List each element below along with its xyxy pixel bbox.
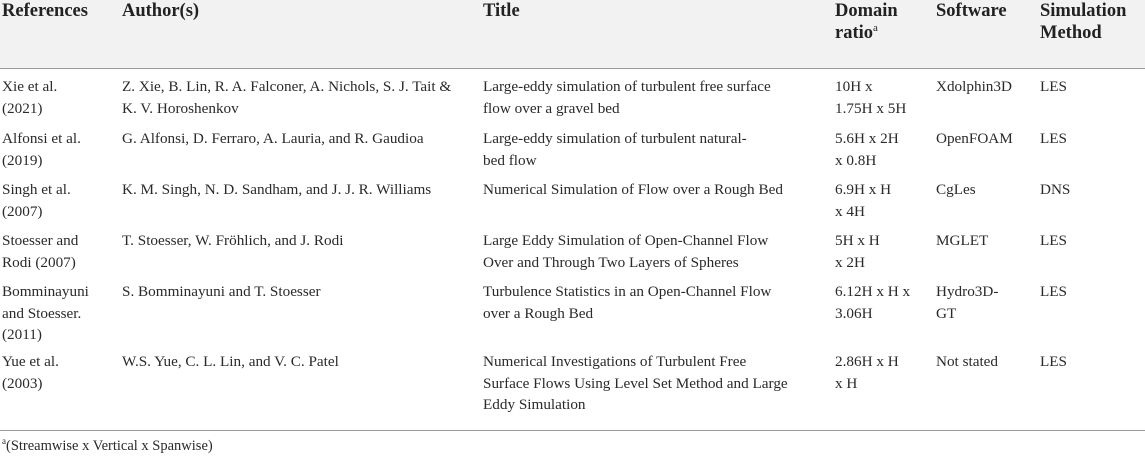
cell-method: LES <box>1040 283 1068 300</box>
cell-reference-line: and Stoesser. <box>2 304 82 322</box>
cell-domain-ratio <box>835 281 910 324</box>
cell-reference-line: Rodi (2007) <box>2 253 76 271</box>
header-method-line1: Simulation <box>1040 1 1127 21</box>
cell-authors-line: S. Bomminayuni and T. Stoesser <box>122 283 321 300</box>
table-footnote <box>2 437 213 455</box>
header-authors: Author(s) <box>122 1 200 21</box>
cell-title-line: Large-eddy simulation of turbulent free surface <box>483 78 771 95</box>
cell-reference-line: Stoesser and <box>2 232 79 249</box>
cell-method: LES <box>1040 232 1068 249</box>
cell-title-line: bed flow <box>483 151 537 169</box>
cell-title-line: Numerical Investigations of Turbulent Free <box>483 353 747 370</box>
cell-domain-ratio-line: 5.6H x 2H <box>835 130 899 147</box>
cell-title-line: Over and Through Two Layers of Spheres <box>483 253 739 271</box>
cell-domain-ratio-line: x 0.8H <box>835 151 877 169</box>
cell-method: LES <box>1040 78 1068 95</box>
cell-domain-ratio-line: 2.86H x H <box>835 353 899 370</box>
footnote-mark: a <box>2 436 6 447</box>
cell-reference-line: Alfonsi et al. <box>2 130 81 147</box>
cell-reference <box>2 351 59 394</box>
cell-reference <box>2 76 57 119</box>
header-title: Title <box>483 1 520 21</box>
cell-method: LES <box>1040 353 1068 370</box>
cell-title <box>483 76 771 119</box>
cell-software-line: Hydro3D- <box>936 283 999 300</box>
cell-reference-line: Bomminayuni <box>2 283 89 300</box>
cell-title <box>483 128 747 171</box>
header-domain-ratio-line1: Domain <box>835 1 898 21</box>
cell-software-line: CgLes <box>936 181 976 198</box>
cell-software-line: OpenFOAM <box>936 130 1013 147</box>
cell-authors <box>122 76 451 119</box>
cell-reference <box>2 128 81 171</box>
cell-method: LES <box>1040 130 1068 147</box>
cell-software <box>936 128 1013 150</box>
table-header <box>0 0 1145 68</box>
cell-method: DNS <box>1040 181 1071 198</box>
cell-authors-line: Z. Xie, B. Lin, R. A. Falconer, A. Nichols, S. J. Tait & <box>122 78 452 95</box>
cell-reference-line: Yue et al. <box>2 353 59 370</box>
cell-domain-ratio-line: 3.06H <box>835 304 873 322</box>
cell-authors-line: K. M. Singh, N. D. Sandham, and J. J. R. Williams <box>122 181 432 198</box>
cell-authors <box>122 230 343 252</box>
cell-software <box>936 230 988 252</box>
cell-reference-line: (2021) <box>2 99 43 117</box>
footnote-text: (Streamwise x Vertical x Spanwise) <box>6 438 213 454</box>
cell-title-line: Eddy Simulation <box>483 396 586 413</box>
cell-software-line: MGLET <box>936 232 989 249</box>
bottom-rule <box>0 430 1145 431</box>
header-method-line2: Method <box>1040 23 1102 43</box>
cell-title-line: over a Rough Bed <box>483 304 594 322</box>
cell-authors <box>122 281 321 303</box>
cell-reference-line: (2003) <box>2 374 43 392</box>
cell-authors <box>122 179 431 201</box>
header-domain-ratio <box>835 0 898 44</box>
cell-domain-ratio <box>835 230 880 273</box>
cell-title-line: Turbulence Statistics in an Open-Channel Flow <box>483 283 772 300</box>
cell-software <box>936 351 998 373</box>
header-software: Software <box>936 1 1007 21</box>
cell-reference <box>2 230 78 273</box>
header-domain-ratio-line2: ratio$^a$ <box>835 21 878 43</box>
cell-domain-ratio-line: 5H x H <box>835 232 880 249</box>
cell-domain-ratio-line: 6.9H x H <box>835 181 892 198</box>
cell-title <box>483 281 771 324</box>
cell-domain-ratio <box>835 351 899 394</box>
cell-authors <box>122 128 424 150</box>
header-rule <box>0 68 1145 69</box>
cell-title <box>483 230 768 273</box>
cell-title-line: Large-eddy simulation of turbulent natural- <box>483 130 747 147</box>
cell-domain-ratio-line: x H <box>835 374 858 392</box>
cell-title <box>483 351 788 416</box>
cell-reference <box>2 179 71 222</box>
cell-domain-ratio-line: 10H x <box>835 78 873 95</box>
cell-reference <box>2 281 89 346</box>
cell-software-line: Not stated <box>936 353 999 370</box>
cell-authors <box>122 351 339 373</box>
cell-domain-ratio <box>835 76 906 119</box>
cell-domain-ratio-line: 1.75H x 5H <box>835 99 907 117</box>
cell-authors-line: K. V. Horoshenkov <box>122 99 239 117</box>
header-method <box>1040 0 1126 44</box>
cell-software <box>936 76 1012 98</box>
cell-domain-ratio-line: x 4H <box>835 202 865 220</box>
cell-software-line: Xdolphin3D <box>936 78 1012 95</box>
cell-title-line: Numerical Simulation of Flow over a Rough Bed <box>483 181 783 198</box>
cell-title-line: flow over a gravel bed <box>483 99 620 117</box>
cell-reference-line: Singh et al. <box>2 181 71 198</box>
footnote-marker: a <box>873 21 878 34</box>
header-references: References <box>2 1 88 21</box>
cell-reference-line: (2011) <box>2 326 42 343</box>
cell-reference-line: Xie et al. <box>2 78 58 95</box>
cell-domain-ratio <box>835 128 899 171</box>
cell-domain-ratio <box>835 179 891 222</box>
cell-authors-line: W.S. Yue, C. L. Lin, and V. C. Patel <box>122 353 339 370</box>
cell-title-line: Large Eddy Simulation of Open-Channel Flow <box>483 232 769 249</box>
cell-software-line: GT <box>936 304 957 322</box>
cell-domain-ratio-line: 6.12H x H x <box>835 283 911 300</box>
cell-software <box>936 281 998 324</box>
cell-authors-line: G. Alfonsi, D. Ferraro, A. Lauria, and R. Gaudioa <box>122 130 424 147</box>
cell-software <box>936 179 976 201</box>
cell-reference-line: (2007) <box>2 202 43 220</box>
cell-domain-ratio-line: x 2H <box>835 253 865 271</box>
cell-title <box>483 179 783 201</box>
cell-authors-line: T. Stoesser, W. Fröhlich, and J. Rodi <box>122 232 344 249</box>
cell-reference-line: (2019) <box>2 151 43 169</box>
cell-title-line: Surface Flows Using Level Set Method and Large <box>483 374 788 392</box>
